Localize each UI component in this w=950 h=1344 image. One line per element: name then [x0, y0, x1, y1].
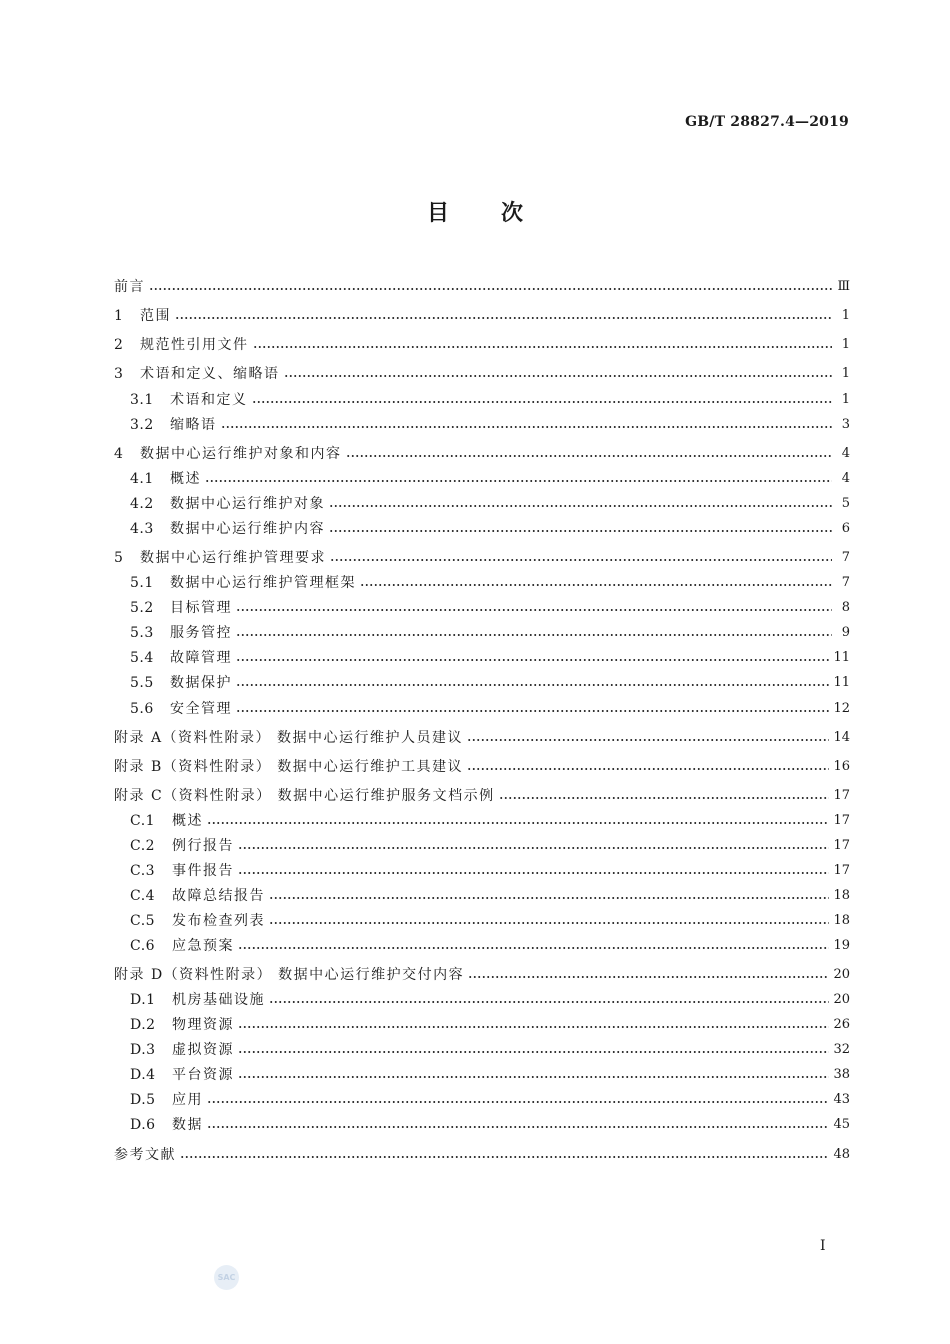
toc-entry-title: 机房基础设施: [172, 992, 265, 1008]
toc-entry[interactable]: [114, 884, 850, 904]
toc-entry-title: 附录 B（资料性附录） 数据中心运行维护工具建议: [114, 759, 464, 775]
toc-entry-title: 附录 A（资料性附录） 数据中心运行维护人员建议: [114, 730, 464, 746]
toc-entry-title: 平台资源: [172, 1067, 234, 1083]
toc-entry[interactable]: [114, 442, 850, 462]
toc-entry[interactable]: [114, 1038, 850, 1058]
toc-entry-title: 例行报告: [172, 838, 234, 854]
toc-entry[interactable]: [114, 859, 850, 879]
toc-dot-leader: [252, 400, 833, 404]
toc-entry-title: 事件报告: [172, 863, 234, 879]
toc-entry-number: D.5: [130, 1092, 156, 1108]
toc-entry[interactable]: [114, 909, 850, 929]
toc-entry-page: 38: [833, 1067, 850, 1082]
toc-entry[interactable]: [114, 467, 850, 487]
toc-entry-title: 应用: [172, 1092, 203, 1108]
toc-entry-number: 2: [114, 337, 124, 353]
toc-entry-title: 应急预案: [172, 938, 234, 954]
toc-entry-page: 18: [833, 888, 850, 903]
toc-dot-leader: [205, 479, 832, 483]
toc-entry-number: 5.2: [130, 600, 154, 616]
toc-dot-leader: [236, 683, 829, 687]
toc-entry[interactable]: [114, 571, 850, 591]
toc-entry-page: 17: [833, 838, 850, 853]
toc-dot-leader: [467, 767, 829, 771]
toc-dot-leader: [269, 921, 829, 925]
toc-entry[interactable]: [114, 388, 850, 408]
toc-entry[interactable]: [114, 413, 850, 433]
toc-dot-leader: [329, 504, 832, 508]
toc-entry-page: 14: [833, 730, 850, 745]
toc-entry-page: 8: [841, 600, 850, 615]
page-title-char-1: 目: [426, 201, 449, 226]
toc-entry-page: Ⅲ: [837, 279, 850, 294]
toc-entry-number: 4.2: [130, 496, 154, 512]
toc-entry-page: 1: [841, 308, 850, 323]
toc-entry[interactable]: [114, 1013, 850, 1033]
toc-dot-leader: [329, 529, 832, 533]
page-title: [0, 196, 950, 227]
toc-entry-title: 附录 C（资料性附录） 数据中心运行维护服务文档示例: [114, 788, 495, 804]
toc-dot-leader: [236, 709, 829, 713]
toc-entry-title: 虚拟资源: [172, 1042, 234, 1058]
toc-dot-leader: [149, 287, 832, 291]
toc-entry-page: 11: [833, 650, 850, 665]
toc-entry-page: 20: [833, 992, 850, 1007]
toc-entry-number: C.6: [130, 938, 156, 954]
toc-entry-page: 17: [833, 863, 850, 878]
toc-entry-number: 5: [114, 550, 124, 566]
toc-entry-number: D.1: [130, 992, 156, 1008]
toc-dot-leader: [207, 821, 829, 825]
toc-entry-page: 17: [833, 813, 850, 828]
toc-dot-leader: [207, 1100, 829, 1104]
toc-entry-title: 数据: [172, 1117, 203, 1133]
toc-entry[interactable]: [114, 492, 850, 512]
toc-entry-page: 11: [833, 675, 850, 690]
toc-entry[interactable]: [114, 809, 850, 829]
toc-entry-title: 概述: [172, 813, 203, 829]
toc-dot-leader: [180, 1155, 829, 1159]
toc-entry-page: 12: [833, 701, 850, 716]
toc-dot-leader: [360, 583, 832, 587]
toc-entry-number: D.2: [130, 1017, 156, 1033]
toc-entry[interactable]: [114, 1063, 850, 1083]
toc-entry-title: 目标管理: [170, 600, 232, 616]
toc-entry-page: 7: [841, 575, 850, 590]
toc-dot-leader: [468, 975, 829, 979]
toc-entry[interactable]: [114, 671, 850, 691]
toc-entry-number: C.5: [130, 913, 156, 929]
standard-code: GB/T 28827.4—2019: [685, 114, 849, 130]
toc-entry-page: 1: [841, 366, 850, 381]
toc-dot-leader: [269, 1000, 829, 1004]
toc-entry-number: D.6: [130, 1117, 156, 1133]
toc-dot-leader: [175, 316, 832, 320]
toc-entry-page: 18: [833, 913, 850, 928]
toc-entry-page: 32: [833, 1042, 850, 1057]
toc-entry-number: 5.6: [130, 701, 154, 717]
sac-watermark-logo: SAC: [214, 1265, 239, 1290]
toc-entry-number: 4.1: [130, 471, 154, 487]
toc-dot-leader: [284, 374, 833, 378]
toc-entry-title: 概述: [170, 471, 201, 487]
toc-entry-number: 5.3: [130, 625, 154, 641]
toc-entry-page: 43: [833, 1092, 850, 1107]
toc-entry-number: 1: [114, 308, 124, 324]
toc-dot-leader: [236, 658, 829, 662]
toc-entry-number: C.2: [130, 838, 156, 854]
toc-dot-leader: [238, 1050, 829, 1054]
toc-entry[interactable]: [114, 834, 850, 854]
toc-dot-leader: [238, 1025, 829, 1029]
toc-entry-page: 45: [833, 1117, 850, 1132]
toc-dot-leader: [253, 345, 833, 349]
toc-entry-page: 48: [833, 1147, 850, 1162]
toc-entry-number: 5.1: [130, 575, 154, 591]
toc-entry-page: 9: [841, 625, 850, 640]
toc-entry-page: 3: [841, 417, 850, 432]
toc-entry-page: 16: [833, 759, 850, 774]
toc-entry-number: 5.4: [130, 650, 154, 666]
toc-dot-leader: [346, 454, 833, 458]
toc-entry[interactable]: [114, 333, 850, 353]
toc-dot-leader: [499, 796, 830, 800]
toc-entry-title: 发布检查列表: [172, 913, 265, 929]
toc-entry[interactable]: [114, 1143, 850, 1163]
toc-entry-number: 3.1: [130, 392, 154, 408]
toc-entry[interactable]: [114, 546, 850, 566]
toc-dot-leader: [236, 608, 832, 612]
toc-entry-title: 故障总结报告: [172, 888, 265, 904]
toc-entry-page: 6: [841, 521, 850, 536]
toc-entry[interactable]: [114, 784, 850, 804]
toc-entry[interactable]: [114, 755, 850, 775]
toc-entry-title: 参考文献: [114, 1147, 176, 1163]
toc-entry[interactable]: [114, 517, 850, 537]
toc-dot-leader: [467, 738, 829, 742]
toc-entry-title: 附录 D（资料性附录） 数据中心运行维护交付内容: [114, 967, 465, 983]
toc-entry-title: 故障管理: [170, 650, 232, 666]
toc-entry-page: 20: [833, 967, 850, 982]
toc-entry-number: C.3: [130, 863, 156, 879]
toc-entry-title: 前言: [114, 279, 145, 295]
toc-entry[interactable]: [114, 988, 850, 1008]
toc-entry[interactable]: [114, 697, 850, 717]
toc-entry-title: 数据中心运行维护内容: [170, 521, 325, 537]
toc-entry-title: 数据中心运行维护管理要求: [140, 550, 326, 566]
toc-entry-title: 规范性引用文件: [140, 337, 249, 353]
toc-entry-number: D.3: [130, 1042, 156, 1058]
toc-entry-title: 范围: [140, 308, 171, 324]
toc-dot-leader: [269, 896, 829, 900]
toc-dot-leader: [238, 871, 829, 875]
toc-entry-page: 1: [841, 392, 850, 407]
toc-dot-leader: [221, 425, 833, 429]
toc-entry[interactable]: [114, 646, 850, 666]
toc-entry-number: 4.3: [130, 521, 154, 537]
toc-entry-page: 4: [841, 446, 850, 461]
toc-entry-number: D.4: [130, 1067, 156, 1083]
toc-entry-title: 缩略语: [170, 417, 217, 433]
toc-entry-title: 术语和定义、缩略语: [140, 366, 280, 382]
toc-entry-title: 数据中心运行维护管理框架: [170, 575, 356, 591]
toc-entry-page: 1: [841, 337, 850, 352]
toc-entry-title: 术语和定义: [170, 392, 248, 408]
toc-entry-title: 安全管理: [170, 701, 232, 717]
toc-dot-leader: [238, 946, 829, 950]
page-title-char-2: 次: [501, 201, 524, 226]
toc-entry-title: 物理资源: [172, 1017, 234, 1033]
toc-entry-page: 17: [833, 788, 850, 803]
toc-dot-leader: [236, 633, 832, 637]
toc-entry[interactable]: [114, 362, 850, 382]
toc-dot-leader: [238, 1075, 829, 1079]
toc-entry[interactable]: [114, 1113, 850, 1133]
footer-page-number: I: [820, 1238, 826, 1254]
toc-entry-number: C.4: [130, 888, 156, 904]
toc-entry-page: 19: [833, 938, 850, 953]
toc-entry-number: 3: [114, 366, 124, 382]
toc-entry-title: 数据中心运行维护对象和内容: [140, 446, 342, 462]
toc-entry[interactable]: [114, 621, 850, 641]
toc-entry[interactable]: [114, 596, 850, 616]
toc-entry[interactable]: [114, 726, 850, 746]
toc-entry[interactable]: [114, 275, 850, 295]
toc-entry-title: 数据中心运行维护对象: [170, 496, 325, 512]
toc-entry[interactable]: [114, 1088, 850, 1108]
toc-entry-page: 7: [841, 550, 850, 565]
toc-dot-leader: [207, 1125, 829, 1129]
toc-dot-leader: [238, 846, 829, 850]
toc-entry[interactable]: [114, 304, 850, 324]
toc-entry-page: 4: [841, 471, 850, 486]
toc-dot-leader: [330, 558, 832, 562]
toc-entry-number: 5.5: [130, 675, 154, 691]
toc-entry-number: 3.2: [130, 417, 154, 433]
toc-entry-title: 服务管控: [170, 625, 232, 641]
toc-entry[interactable]: [114, 963, 850, 983]
toc-entry-title: 数据保护: [170, 675, 232, 691]
toc-entry-page: 26: [833, 1017, 850, 1032]
toc-entry[interactable]: [114, 934, 850, 954]
toc-entry-number: C.1: [130, 813, 156, 829]
toc-entry-number: 4: [114, 446, 124, 462]
toc-entry-page: 5: [841, 496, 850, 511]
